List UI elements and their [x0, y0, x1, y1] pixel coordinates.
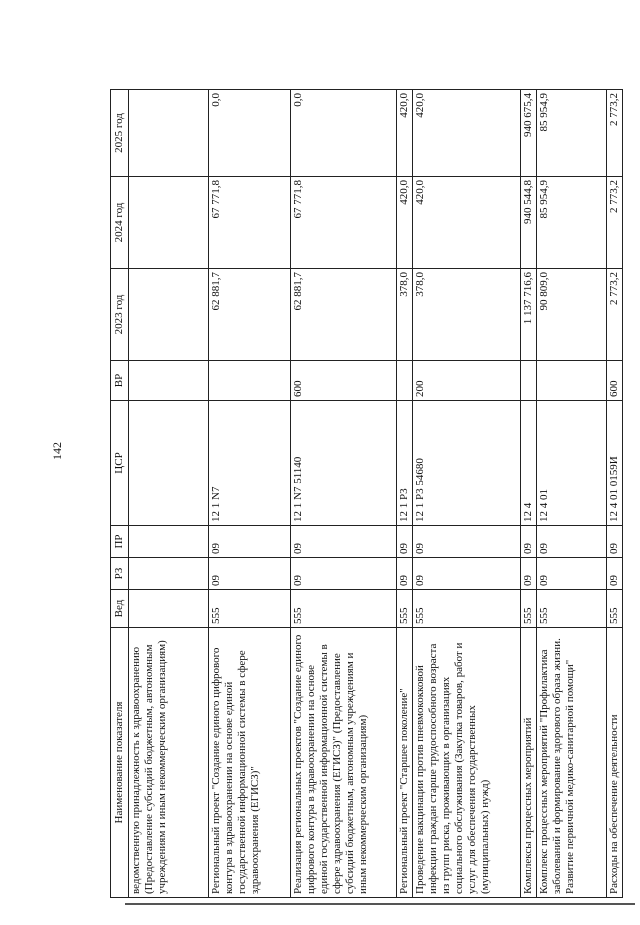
cell-rz: 09	[537, 558, 607, 590]
cell-csr: 12 4 01 0159И	[607, 401, 623, 526]
table-row	[607, 90, 623, 898]
scan-edge-line	[125, 903, 635, 905]
cell-name: Региональный проект "Старшее поколение"	[397, 628, 413, 898]
cell-y2024: 67 771,8	[209, 177, 291, 269]
cell-csr: 12 4 01	[537, 401, 607, 526]
cell-rz: 09	[291, 558, 397, 590]
cell-csr: 12 1 P3 54680	[413, 401, 521, 526]
table-row	[129, 90, 209, 898]
header-2024: 2024 год	[111, 177, 129, 269]
cell-y2025: 2 773,2	[607, 90, 623, 177]
header-csr: ЦСР	[111, 401, 129, 526]
cell-rz: 09	[521, 558, 537, 590]
cell-rz: 09	[607, 558, 623, 590]
cell-vr	[397, 361, 413, 401]
cell-vr: 200	[413, 361, 521, 401]
header-2023: 2023 год	[111, 269, 129, 361]
cell-y2023: 378,0	[397, 269, 413, 361]
cell-y2023	[129, 269, 209, 361]
cell-y2024	[129, 177, 209, 269]
table-row	[291, 90, 397, 898]
cell-ved: 555	[291, 590, 397, 628]
cell-pr: 09	[521, 526, 537, 558]
header-pr: ПР	[111, 526, 129, 558]
cell-vr	[521, 361, 537, 401]
cell-csr	[129, 401, 209, 526]
header-2025: 2025 год	[111, 90, 129, 177]
cell-ved: 555	[209, 590, 291, 628]
cell-y2025: 940 675,4	[521, 90, 537, 177]
cell-vr	[209, 361, 291, 401]
cell-csr: 12 4	[521, 401, 537, 526]
header-name: Наименование показателя	[111, 628, 129, 898]
cell-pr: 09	[291, 526, 397, 558]
cell-pr: 09	[537, 526, 607, 558]
cell-y2024: 420,0	[413, 177, 521, 269]
budget-table	[110, 89, 623, 898]
cell-rz: 09	[209, 558, 291, 590]
cell-rz: 09	[397, 558, 413, 590]
table-row	[521, 90, 537, 898]
cell-csr: 12 1 N7 51140	[291, 401, 397, 526]
cell-y2024: 67 771,8	[291, 177, 397, 269]
cell-name: ведомственную принадлежность к здравоохранению (Предоставление субсидий бюджетным, автономным учреждениям и иным некоммерческим организациям)	[129, 628, 209, 898]
cell-ved: 555	[521, 590, 537, 628]
cell-y2024: 2 773,2	[607, 177, 623, 269]
cell-y2023: 378,0	[413, 269, 521, 361]
header-row	[111, 90, 129, 898]
table-row	[397, 90, 413, 898]
cell-pr	[129, 526, 209, 558]
cell-y2024: 420,0	[397, 177, 413, 269]
cell-ved	[129, 590, 209, 628]
cell-name: Расходы на обеспечение деятельности	[607, 628, 623, 898]
cell-y2023: 62 881,7	[209, 269, 291, 361]
cell-csr: 12 1 P3	[397, 401, 413, 526]
cell-y2025: 0,0	[291, 90, 397, 177]
cell-vr	[537, 361, 607, 401]
header-ved: Вед	[111, 590, 129, 628]
page-number: 142	[50, 442, 64, 460]
cell-y2023: 2 773,2	[607, 269, 623, 361]
table-row	[537, 90, 607, 898]
cell-y2025: 420,0	[397, 90, 413, 177]
cell-name: Комплексы процессных мероприятий	[521, 628, 537, 898]
table-row	[413, 90, 521, 898]
cell-rz	[129, 558, 209, 590]
cell-ved: 555	[537, 590, 607, 628]
cell-y2025: 85 954,9	[537, 90, 607, 177]
cell-name: Региональный проект "Создание единого цифрового контура в здравоохранении на основе единой государственной информационной системы в сфере здравоохранения (ЕГИСЗ)"	[209, 628, 291, 898]
header-rz: РЗ	[111, 558, 129, 590]
cell-name: Комплекс процессных мероприятий "Профилактика заболеваний и формирование здорового образа жизни. Развитие первичной медико-санитарной помощи"	[537, 628, 607, 898]
cell-rz: 09	[413, 558, 521, 590]
cell-y2025	[129, 90, 209, 177]
cell-y2023: 90 809,0	[537, 269, 607, 361]
cell-pr: 09	[397, 526, 413, 558]
cell-csr: 12 1 N7	[209, 401, 291, 526]
cell-pr: 09	[413, 526, 521, 558]
cell-pr: 09	[209, 526, 291, 558]
cell-name: Проведение вакцинации против пневмококковой инфекции граждан старше трудоспособного возраста из групп риска, проживающих в организациях социального обслуживания (Закупка товаров, работ и услуг для обеспечения государственных (муниципальных) нужд)	[413, 628, 521, 898]
header-vr: ВР	[111, 361, 129, 401]
cell-vr: 600	[607, 361, 623, 401]
cell-y2025: 420,0	[413, 90, 521, 177]
rotated-table-container	[110, 90, 620, 898]
cell-y2025: 0,0	[209, 90, 291, 177]
cell-pr: 09	[607, 526, 623, 558]
cell-vr: 600	[291, 361, 397, 401]
cell-y2023: 1 137 716,6	[521, 269, 537, 361]
table-row	[209, 90, 291, 898]
cell-ved: 555	[397, 590, 413, 628]
cell-y2023: 62 881,7	[291, 269, 397, 361]
cell-name: Реализация региональных проектов "Создание единого цифрового контура в здравоохранении на основе единой государственной информационной системы в сфере здравоохранения (ЕГИСЗ)" (Предоставление субсидий бюджетным, автономным учреждениям и иным некоммерческим организациям)	[291, 628, 397, 898]
cell-ved: 555	[607, 590, 623, 628]
cell-y2024: 940 544,8	[521, 177, 537, 269]
cell-ved: 555	[413, 590, 521, 628]
cell-vr	[129, 361, 209, 401]
cell-y2024: 85 954,9	[537, 177, 607, 269]
